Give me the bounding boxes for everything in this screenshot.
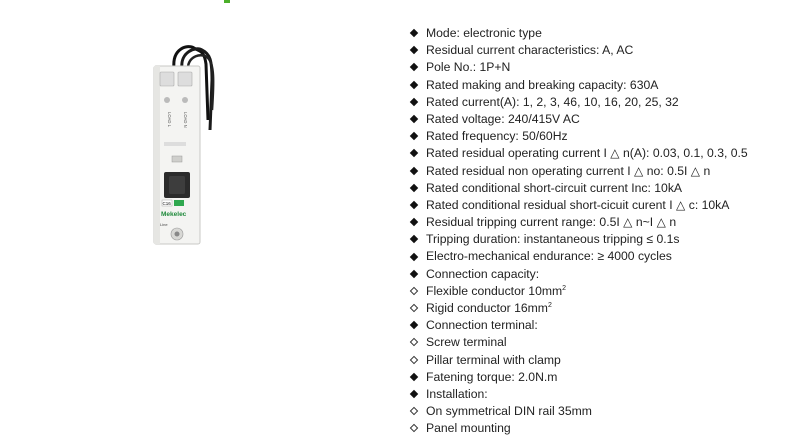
spec-item	[409, 111, 748, 128]
filled-diamond-bullet-icon	[409, 269, 419, 279]
load-l-label: LOAD L	[167, 112, 172, 127]
spec-item	[409, 317, 748, 334]
spec-text	[426, 369, 557, 386]
spec-item	[409, 231, 748, 248]
hollow-diamond-bullet-icon	[409, 355, 419, 365]
spec-item	[409, 266, 748, 283]
filled-diamond-bullet-icon	[409, 149, 419, 159]
spec-item	[409, 300, 748, 317]
spec-item	[409, 94, 748, 111]
load-n-label: LOAD N	[183, 112, 188, 128]
spec-item	[409, 180, 748, 197]
spec-text	[426, 300, 552, 317]
spec-text	[426, 94, 679, 111]
screw-right	[182, 97, 188, 103]
spec-superscript: 2	[547, 302, 552, 309]
spec-text-main: Installation:	[426, 386, 488, 401]
spec-item	[409, 197, 748, 214]
spec-item	[409, 214, 748, 231]
filled-diamond-bullet-icon	[409, 115, 419, 125]
spec-text-main: Pillar terminal with clamp	[426, 352, 561, 367]
spec-item	[409, 352, 748, 369]
spec-text	[426, 248, 672, 265]
hollow-diamond-bullet-icon	[409, 304, 419, 314]
spec-text	[426, 42, 633, 59]
spec-superscript: 2	[562, 284, 567, 292]
spec-item	[409, 25, 748, 42]
brand-logo: Mekelec	[161, 211, 187, 218]
spec-text	[426, 334, 507, 351]
spec-text-main: Panel mounting	[426, 421, 511, 436]
device-side-shade	[154, 66, 160, 244]
terminal-top-right	[178, 72, 192, 86]
spec-text-main: Rated conditional residual short-cicuit curent I △ c: 10kA	[426, 197, 730, 212]
spec-item	[409, 59, 748, 76]
spec-item	[409, 420, 748, 437]
spec-text	[426, 163, 710, 180]
spec-item	[409, 369, 748, 386]
spec-text	[426, 420, 511, 437]
spec-text-main: Rigid conductor 16mm	[426, 301, 548, 315]
spec-plate	[164, 142, 186, 146]
spec-text	[426, 317, 538, 334]
spec-text-main: Tripping duration: instantaneous tripping ≤ 0.1s	[426, 232, 680, 247]
spec-text	[426, 197, 729, 214]
spec-item	[409, 248, 748, 265]
line-label: Line	[160, 222, 168, 227]
spec-text	[426, 77, 658, 94]
spec-text	[426, 25, 542, 42]
spec-item	[409, 42, 748, 59]
filled-diamond-bullet-icon	[409, 166, 419, 176]
top-accent-bar	[224, 0, 230, 3]
toggle-lever	[169, 176, 185, 194]
spec-text-main: Rated residual operating current I △ n(A): 0.03, 0.1, 0.3, 0.5	[426, 146, 748, 161]
spec-text-main: Flexible conductor 10mm	[426, 283, 563, 298]
rcbo-product-image	[148, 40, 228, 250]
spec-text	[426, 231, 680, 248]
terminal-top-left	[160, 72, 174, 86]
spec-text	[426, 128, 568, 145]
spec-item	[409, 334, 748, 351]
spec-text	[426, 145, 748, 162]
spec-text-main: Screw terminal	[426, 335, 507, 350]
spec-text-main: Rated frequency: 50/60Hz	[426, 129, 568, 144]
spec-text-main: Rated conditional short-circuit current Inc: 10kA	[426, 180, 683, 195]
spec-item	[409, 163, 748, 180]
spec-item	[409, 128, 748, 145]
spec-text	[426, 283, 566, 300]
spec-text-main: Rated making and breaking capacity: 630A	[426, 77, 659, 92]
rating-label: C16	[162, 201, 171, 206]
filled-diamond-bullet-icon	[409, 372, 419, 382]
spec-text	[426, 111, 580, 128]
spec-item	[409, 145, 748, 162]
filled-diamond-bullet-icon	[409, 218, 419, 228]
filled-diamond-bullet-icon	[409, 97, 419, 107]
filled-diamond-bullet-icon	[409, 80, 419, 90]
spec-text-main: On symmetrical DIN rail 35mm	[426, 404, 592, 419]
bottom-screw	[175, 232, 180, 237]
spec-text-main: Electro-mechanical endurance: ≥ 4000 cycles	[426, 249, 672, 264]
spec-item	[409, 386, 748, 403]
hollow-diamond-bullet-icon	[409, 424, 419, 434]
filled-diamond-bullet-icon	[409, 321, 419, 331]
screw-left	[164, 97, 170, 103]
spec-text-main: Residual tripping current range: 0.5I △ n~I △ n	[426, 215, 677, 230]
spec-text-main: Rated current(A): 1, 2, 3, 46, 10, 16, 20, 25, 32	[426, 94, 679, 109]
hollow-diamond-bullet-icon	[409, 407, 419, 417]
filled-diamond-bullet-icon	[409, 46, 419, 56]
spec-text	[426, 214, 676, 231]
filled-diamond-bullet-icon	[409, 63, 419, 73]
spec-text	[426, 386, 488, 403]
spec-text	[426, 403, 592, 420]
spec-text	[426, 266, 539, 283]
hollow-diamond-bullet-icon	[409, 338, 419, 348]
spec-text-main: Connection capacity:	[426, 266, 540, 281]
test-button	[172, 156, 182, 162]
spec-text-main: Rated residual non operating current I △ no: 0.5I △ n	[426, 163, 711, 178]
spec-item	[409, 283, 748, 300]
spec-text-main: Residual current characteristics: A, AC	[426, 43, 634, 58]
spec-text	[426, 59, 510, 76]
spec-text-main: Rated voltage: 240/415V AC	[426, 111, 580, 126]
hollow-diamond-bullet-icon	[409, 286, 419, 296]
status-indicator	[174, 200, 184, 206]
spec-text	[426, 352, 561, 369]
filled-diamond-bullet-icon	[409, 235, 419, 245]
filled-diamond-bullet-icon	[409, 29, 419, 39]
spec-text-main: Fatening torque: 2.0N.m	[426, 369, 558, 384]
spec-text-main: Pole No.: 1P+N	[426, 60, 511, 75]
filled-diamond-bullet-icon	[409, 390, 419, 400]
spec-item	[409, 403, 748, 420]
filled-diamond-bullet-icon	[409, 200, 419, 210]
filled-diamond-bullet-icon	[409, 132, 419, 142]
spec-text-main: Connection terminal:	[426, 318, 538, 333]
filled-diamond-bullet-icon	[409, 252, 419, 262]
spec-text-main: Mode: electronic type	[426, 26, 542, 40]
spec-item	[409, 77, 748, 94]
specification-list	[409, 25, 748, 438]
spec-text	[426, 180, 682, 197]
filled-diamond-bullet-icon	[409, 183, 419, 193]
